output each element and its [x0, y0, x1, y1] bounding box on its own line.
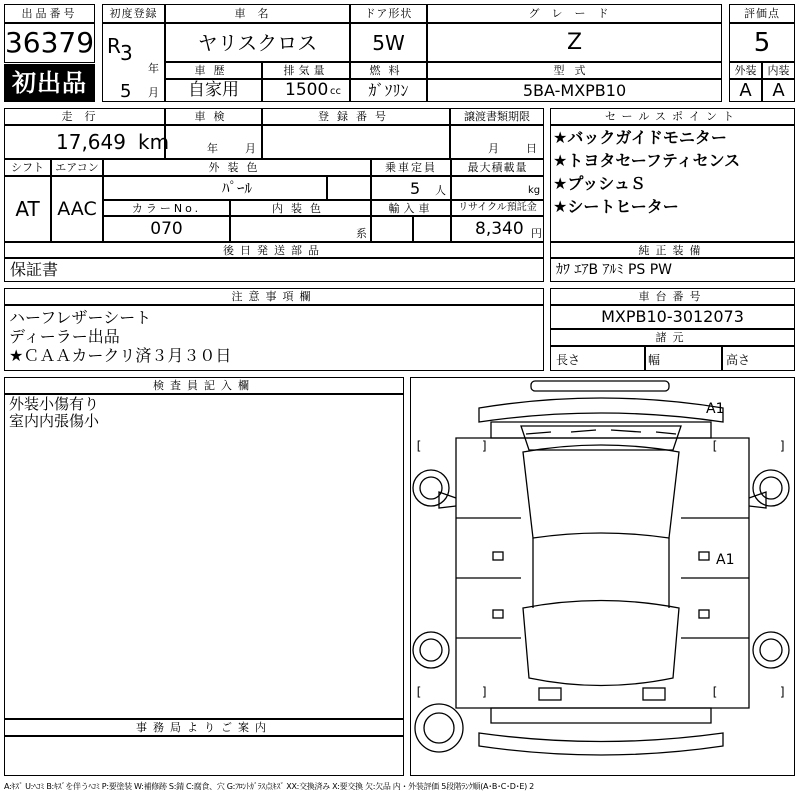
- delivery-box: [4, 258, 544, 282]
- lot-number-header: 出品番号: [4, 4, 95, 23]
- model-header: 型式: [427, 62, 722, 79]
- load-header: 最大積載量: [451, 159, 544, 176]
- reg-no-header: 登録番号: [262, 108, 450, 125]
- spec-header: 諸元: [550, 329, 795, 346]
- seats-header: 乗車定員: [371, 159, 451, 176]
- damage-mark-front: A1: [706, 401, 725, 417]
- color-no-header: カラーNo.: [103, 200, 230, 216]
- displacement-header: 排気量: [262, 62, 350, 79]
- inspector-note: 室内内張傷小: [9, 412, 100, 430]
- shift-header: シフト: [4, 159, 51, 176]
- color-number: 070: [103, 216, 230, 242]
- damage-mark-right-door: A1: [716, 552, 735, 568]
- import-box: [371, 216, 451, 242]
- car-diagram: [410, 377, 795, 776]
- note-line: ハーフレザーシート: [9, 308, 152, 327]
- import-header: 輸入車: [371, 200, 451, 216]
- note-line: ディーラー出品: [9, 327, 120, 346]
- width-label: 幅: [648, 353, 661, 367]
- car-history: 自家用: [165, 79, 262, 102]
- fuel: ｶﾞｿﾘﾝ: [350, 79, 427, 102]
- import-divider: [412, 216, 414, 242]
- exterior-color: ﾊﾟｰﾙ: [103, 176, 371, 200]
- svg-text:]: ]: [481, 685, 489, 699]
- inspection-month-unit: 月: [245, 142, 256, 155]
- displacement-unit: cc: [330, 86, 341, 97]
- notes-header: 注意事項欄: [4, 288, 544, 305]
- shift: AT: [4, 176, 51, 242]
- sales-point: ★トヨタセーフティセンス: [553, 151, 741, 170]
- displacement: 1500: [285, 80, 329, 100]
- chassis-number: MXPB10-3012073: [550, 305, 795, 329]
- doc-deadline-header: 譲渡書類期限: [450, 108, 544, 125]
- svg-text:]: ]: [481, 439, 489, 453]
- equipment: ｶﾜ ｴｱB ｱﾙﾐ PS PW: [556, 262, 673, 278]
- legend: A:ｷｽﾞ U:ﾍｺﾐ B:ｷｽﾞを伴うﾍｺﾐ P:要塗装 W:補修跡 S:錆 C:腐食、穴 G:ﾌﾛﾝﾄｶﾞﾗｽ点ｷｽﾞ XX:交換済み X:要交換 欠:欠品 内・外装評価 5段階ﾗﾝｸ順(A･B･C･D･E) 2: [4, 782, 534, 791]
- equipment-header: 純正装備: [550, 242, 795, 258]
- sales-point: ★プッシュＳ: [553, 174, 646, 193]
- month-unit: 月: [148, 86, 159, 99]
- int-grade: A: [762, 79, 795, 102]
- recycle-header: リサイクル預託金: [451, 200, 544, 216]
- height-label: 高さ: [726, 353, 751, 367]
- delivery-header: 後日発送部品: [4, 242, 544, 258]
- mileage-unit: km: [138, 130, 170, 154]
- interior-unit: 系: [356, 227, 367, 240]
- doc-month-unit: 月: [488, 142, 499, 155]
- recycle-fee: 8,340: [475, 219, 524, 239]
- seats: 5: [410, 179, 421, 198]
- grade-header: グレード: [427, 4, 722, 23]
- length-label: 長さ: [556, 353, 581, 367]
- car-name-header: 車名: [165, 4, 350, 23]
- year-unit: 年: [148, 62, 159, 75]
- seats-unit: 人: [435, 184, 446, 197]
- ac-header: エアコン: [51, 159, 103, 176]
- sales-points-header: セールスポイント: [550, 108, 795, 125]
- interior-color-header: 内装色: [230, 200, 371, 216]
- grade: Z: [427, 23, 722, 62]
- svg-text:[: [: [415, 685, 423, 699]
- office-header: 事務局よりご案内: [4, 719, 404, 736]
- doc-day-unit: 日: [526, 142, 537, 155]
- recycle-unit: 円: [531, 227, 542, 240]
- first-reg-month: 5: [120, 81, 132, 102]
- reg-no-box: [262, 125, 450, 159]
- load-unit: kg: [528, 185, 541, 196]
- door-header: ドア形状: [350, 4, 427, 23]
- door-type: 5W: [350, 23, 427, 62]
- first-reg-header: 初度登録: [102, 4, 165, 23]
- inspector-header: 検査員記入欄: [4, 377, 404, 394]
- sales-point: ★シートヒーター: [553, 197, 679, 216]
- first-listing-badge: 初出品: [4, 64, 95, 102]
- fuel-header: 燃料: [350, 62, 427, 79]
- air-conditioner: AAC: [51, 176, 103, 242]
- ext-grade: A: [729, 79, 762, 102]
- score-header: 評価点: [729, 4, 795, 23]
- chassis-header: 車台番号: [550, 288, 795, 305]
- lot-number: 36379: [4, 23, 95, 63]
- svg-text:[: [: [711, 685, 719, 699]
- overall-score: 5: [729, 23, 795, 62]
- color-divider: [326, 176, 328, 200]
- mileage-header: 走行: [4, 108, 165, 125]
- svg-text:]: ]: [779, 685, 787, 699]
- ext-grade-header: 外装: [729, 62, 762, 79]
- mileage: 17,649: [56, 130, 126, 154]
- office-box: [4, 736, 404, 776]
- interior-color-box: [230, 216, 371, 242]
- car-diagram-drawing: [411, 378, 794, 775]
- inspector-box: [4, 394, 404, 719]
- first-reg-year: 3: [120, 41, 133, 65]
- svg-text:[: [: [415, 439, 423, 453]
- inspector-note: 外装小傷有り: [9, 395, 100, 413]
- inspection-header: 車検: [165, 108, 262, 125]
- history-header: 車歴: [165, 62, 262, 79]
- model-code: 5BA-MXPB10: [427, 79, 722, 102]
- delivery-parts: 保証書: [10, 260, 59, 279]
- note-line: ★ＣＡＡカークリ済３月３０日: [9, 346, 232, 365]
- sales-point: ★バックガイドモニター: [553, 128, 727, 147]
- era: R: [107, 34, 121, 58]
- inspection-year-unit: 年: [207, 142, 218, 155]
- svg-text:[: [: [711, 439, 719, 453]
- svg-text:]: ]: [779, 439, 787, 453]
- car-name: ヤリスクロス: [165, 23, 350, 62]
- color-header: 外装色: [103, 159, 371, 176]
- int-grade-header: 内装: [762, 62, 795, 79]
